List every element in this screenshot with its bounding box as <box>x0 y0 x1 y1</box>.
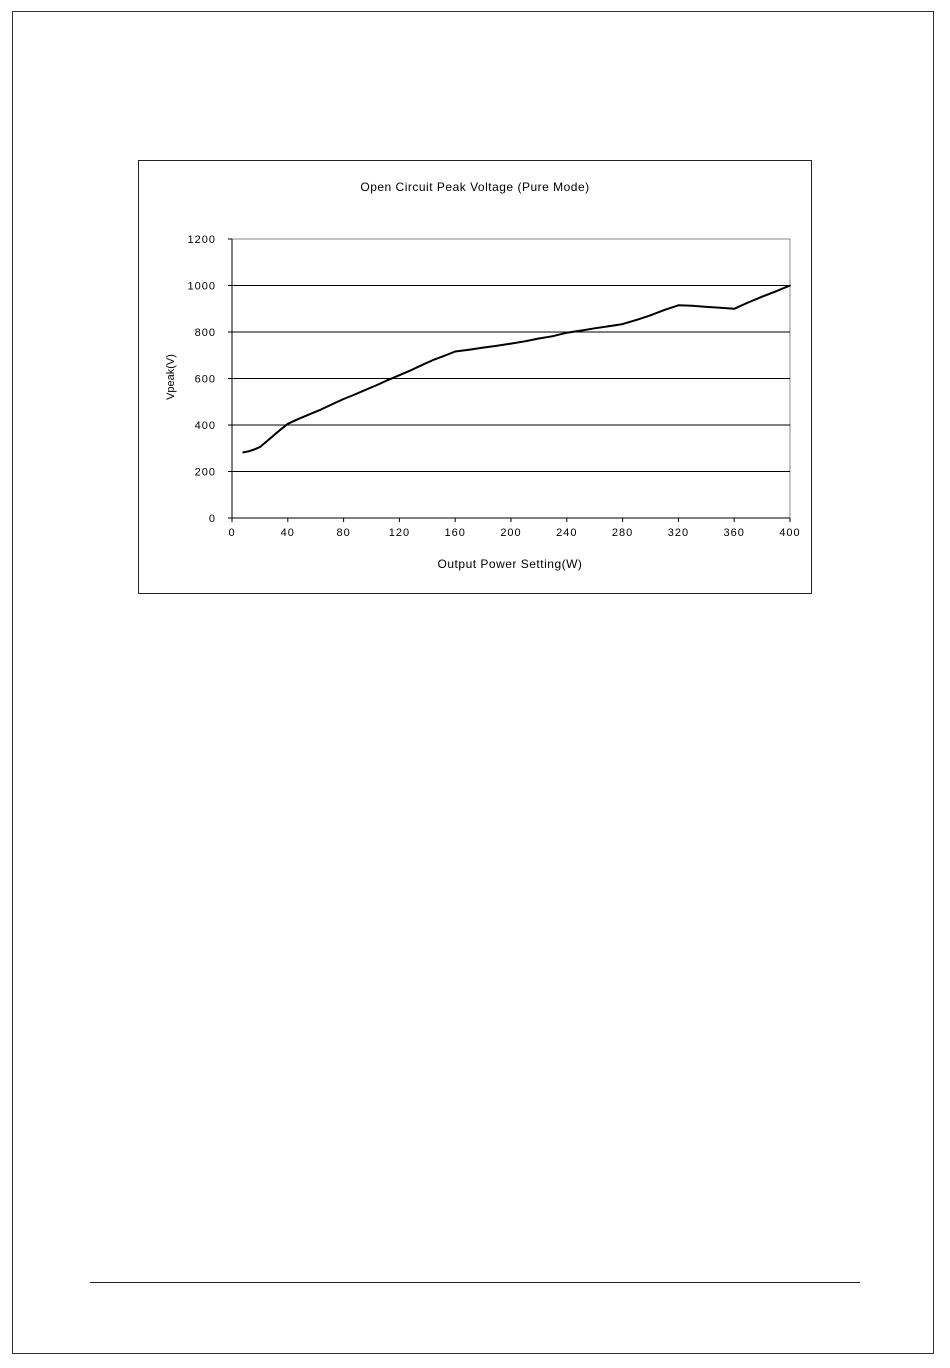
data-point <box>482 347 484 349</box>
data-point <box>594 327 596 329</box>
data-point <box>691 305 693 307</box>
data-point <box>276 432 278 434</box>
data-point <box>399 374 401 376</box>
data-point <box>719 307 721 309</box>
data-point <box>248 450 250 452</box>
data-point <box>253 449 255 451</box>
data-point <box>443 355 445 357</box>
y-tick-label-600: 600 <box>194 373 216 386</box>
x-tick-label-40: 40 <box>280 527 295 539</box>
y-tick-label-1000: 1000 <box>187 280 216 293</box>
data-point <box>608 325 610 327</box>
line-chart <box>139 161 811 593</box>
chart-title: Open Circuit Peak Voltage (Pure Mode) <box>360 180 590 194</box>
y-axis-label: Vpeak(V) <box>165 354 177 400</box>
data-point <box>678 304 680 306</box>
data-point <box>298 418 300 420</box>
x-tick-label-240: 240 <box>556 527 578 539</box>
data-point <box>538 338 540 340</box>
data-point <box>343 398 345 400</box>
y-tick-label-0: 0 <box>208 513 216 525</box>
data-point <box>510 343 512 345</box>
x-axis-label: Output Power Setting(W) <box>437 557 583 571</box>
data-point <box>432 359 434 361</box>
series-line-0 <box>243 286 790 453</box>
x-tick-label-360: 360 <box>723 527 745 539</box>
x-tick-label-80: 80 <box>336 527 351 539</box>
data-point <box>580 330 582 332</box>
data-point <box>309 413 311 415</box>
data-point <box>410 369 412 371</box>
chart-frame <box>138 160 812 594</box>
data-point <box>365 389 367 391</box>
data-point <box>705 306 707 308</box>
y-tick-label-1200: 1200 <box>187 234 216 246</box>
x-tick-label-0: 0 <box>228 527 236 539</box>
data-point <box>281 427 283 429</box>
data-point <box>496 345 498 347</box>
x-tick-label-160: 160 <box>444 527 466 539</box>
data-point <box>775 290 777 292</box>
data-point <box>789 285 791 287</box>
data-point <box>387 379 389 381</box>
data-point <box>622 323 624 325</box>
data-point <box>761 296 763 298</box>
data-point <box>270 437 272 439</box>
x-tick-label-200: 200 <box>500 527 522 539</box>
y-tick-label-400: 400 <box>194 420 216 432</box>
data-point <box>259 446 261 448</box>
data-point <box>552 335 554 337</box>
x-tick-label-320: 320 <box>667 527 690 539</box>
data-point <box>320 409 322 411</box>
y-tick-label-200: 200 <box>194 466 216 479</box>
data-point <box>747 302 749 304</box>
y-tick-label-800: 800 <box>194 327 216 339</box>
data-point <box>636 319 638 321</box>
data-point <box>664 309 666 311</box>
data-point <box>733 308 735 310</box>
x-tick-label-400: 400 <box>779 527 801 539</box>
data-point <box>265 442 267 444</box>
x-tick-label-280: 280 <box>611 527 634 539</box>
data-point <box>287 423 289 425</box>
data-point <box>566 332 568 334</box>
plot-area <box>188 234 801 539</box>
data-point <box>524 340 526 342</box>
data-point <box>376 384 378 386</box>
data-point <box>242 452 244 454</box>
footer-divider <box>90 1282 860 1283</box>
x-tick-label-120: 120 <box>388 527 411 539</box>
data-point <box>454 351 456 353</box>
data-point <box>468 349 470 351</box>
data-point <box>332 403 334 405</box>
data-point <box>421 364 423 366</box>
data-point <box>650 314 652 316</box>
data-point <box>354 394 356 396</box>
